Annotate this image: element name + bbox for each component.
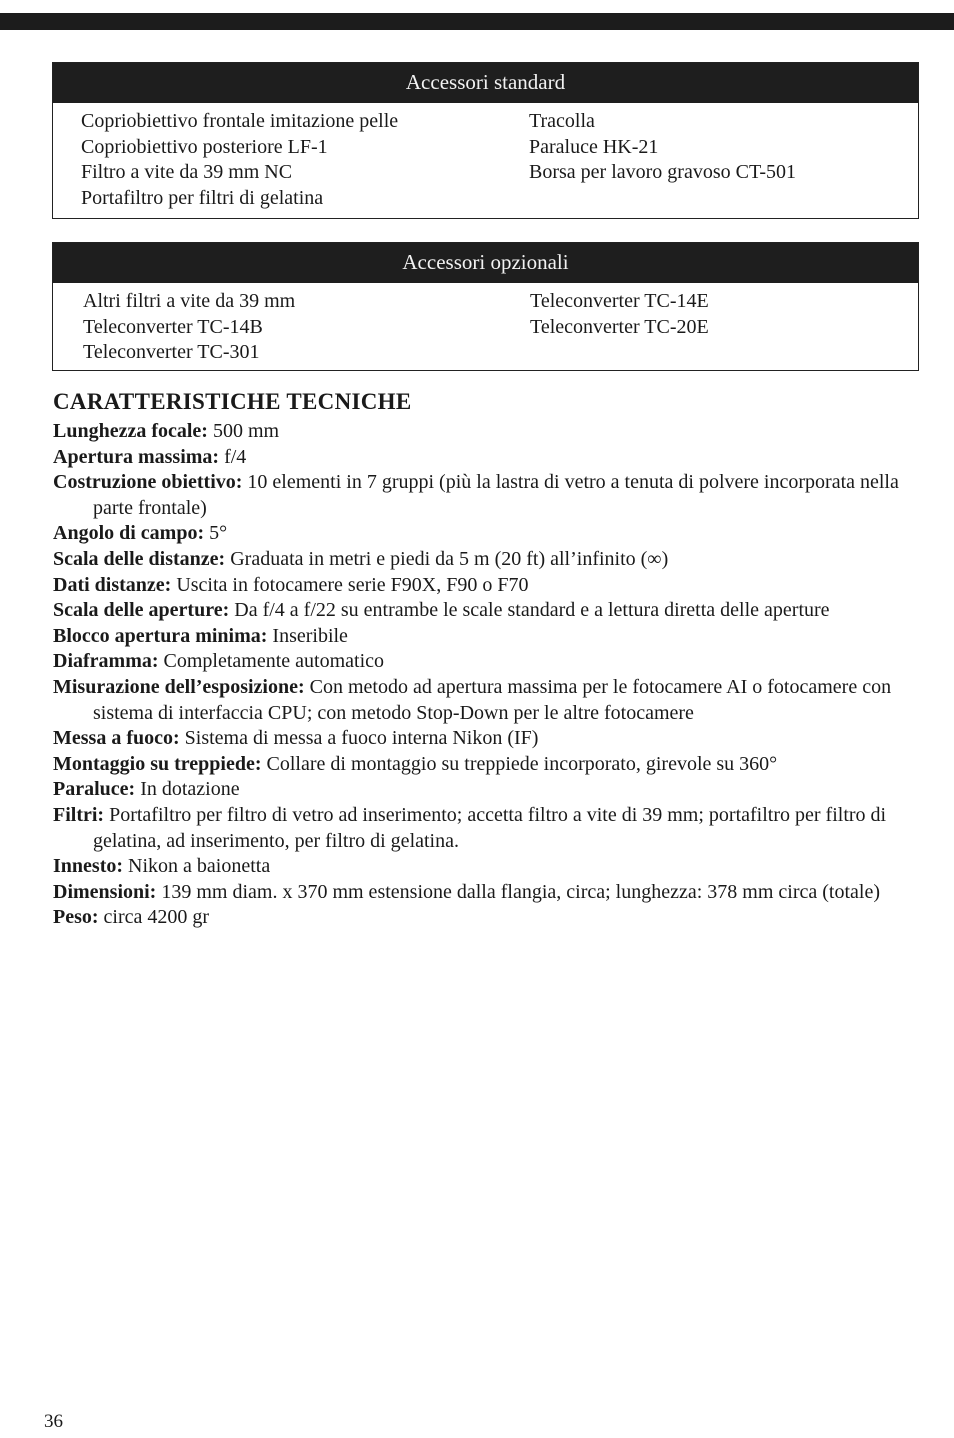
spec-item [53,624,933,650]
optional-accessories-box [52,242,919,371]
list-item: Teleconverter TC-20E [530,315,709,338]
list-item: Portafiltro per filtri di gelatina [81,186,324,209]
spec-item [53,675,933,726]
top-rule [0,13,954,30]
standard-accessories-box [52,62,919,219]
spec-label: Innesto: [53,855,124,878]
spec-item [53,649,933,675]
technical-specifications [53,388,933,931]
spec-item [53,470,933,521]
spec-value: 5° [204,522,228,545]
spec-value: Completamente automatico [158,650,385,673]
list-item: Teleconverter TC-14B [83,315,263,338]
standard-right-column [529,109,796,186]
spec-label: Paraluce: [53,778,136,801]
list-item: Teleconverter TC-301 [83,341,260,363]
spec-value: Sistema di messa a fuoco interna Nikon (IF) [179,727,539,750]
spec-label: Angolo di campo: [53,522,205,545]
spec-value: f/4 [219,445,247,468]
spec-label: Misurazione dell’esposizione: [53,675,305,698]
spec-label: Scala delle aperture: [53,599,230,622]
spec-value: Nikon a baionetta [123,855,271,878]
spec-item [53,726,933,752]
spec-value: Inseribile [267,624,348,647]
spec-value: Portafiltro per filtro di vetro ad inserimento; accetta filtro a vite di 39 mm; portafiltro per filtro di gelatina, ad inserimento, per filtro di gelatina. [93,803,887,852]
spec-value: circa 4200 gr [98,906,210,929]
spec-label: Lunghezza focale: [53,420,208,442]
spec-item [53,573,933,599]
spec-item [53,598,933,624]
spec-item [53,752,933,778]
spec-item [53,803,933,854]
list-item: Borsa per lavoro gravoso CT-501 [529,161,796,183]
spec-value: Graduata in metri e piedi da 5 m (20 ft) all’infinito (∞) [225,547,669,570]
spec-value: In dotazione [135,778,240,801]
spec-value: Collare di montaggio su treppiede incorporato, girevole su 360° [261,752,778,775]
standard-accessories-title: Accessori standard [53,63,918,103]
optional-accessories-title: Accessori opzionali [53,243,918,283]
list-item: Teleconverter TC-14E [530,290,709,312]
spec-item [53,905,933,931]
spec-value: Da f/4 a f/22 su entrambe le scale standard e a lettura diretta delle aperture [229,599,830,622]
optional-left-column [83,289,295,366]
spec-label: Dimensioni: [53,880,157,903]
optional-right-column [530,289,709,340]
spec-value: Uscita in fotocamere serie F90X, F90 o F70 [171,573,529,596]
spec-value: Con metodo ad apertura massima per le fotocamere AI o fotocamere con sistema di interfaccia CPU; con metodo Stop-Down per le altre fotocamere [93,675,892,724]
spec-label: Diaframma: [53,650,159,673]
spec-item [53,547,933,573]
spec-label: Montaggio su treppiede: [53,752,262,775]
spec-label: Scala delle distanze: [53,547,226,570]
spec-item [53,880,933,906]
list-item: Tracolla [529,110,595,132]
spec-label: Apertura massima: [53,445,220,468]
spec-label: Messa a fuoco: [53,727,180,750]
spec-label: Costruzione obiettivo: [53,471,243,494]
spec-value: 139 mm diam. x 370 mm estensione dalla flangia, circa; lunghezza: 378 mm circa (totale) [156,880,880,903]
spec-item [53,521,933,547]
specs-heading: CARATTERISTICHE TECNICHE [53,389,412,414]
page-number: 36 [44,1411,63,1432]
spec-label: Filtri: [53,803,105,826]
spec-item [53,445,933,471]
spec-item [53,854,933,880]
spec-label: Peso: [53,906,99,929]
spec-item [53,777,933,803]
spec-value: 500 mm [207,420,280,442]
spec-item [53,419,933,445]
spec-label: Blocco apertura minima: [53,624,268,647]
list-item: Filtro a vite da 39 mm NC [81,161,293,183]
spec-label: Dati distanze: [53,573,172,596]
list-item: Paraluce HK-21 [529,135,659,158]
spec-value: 10 elementi in 7 gruppi (più la lastra di vetro a tenuta di polvere incorporata nella parte frontale) [93,471,899,519]
list-item: Copriobiettivo frontale imitazione pelle [81,110,399,132]
list-item: Copriobiettivo posteriore LF-1 [81,135,328,158]
standard-left-column [81,109,398,211]
list-item: Altri filtri a vite da 39 mm [83,290,296,312]
